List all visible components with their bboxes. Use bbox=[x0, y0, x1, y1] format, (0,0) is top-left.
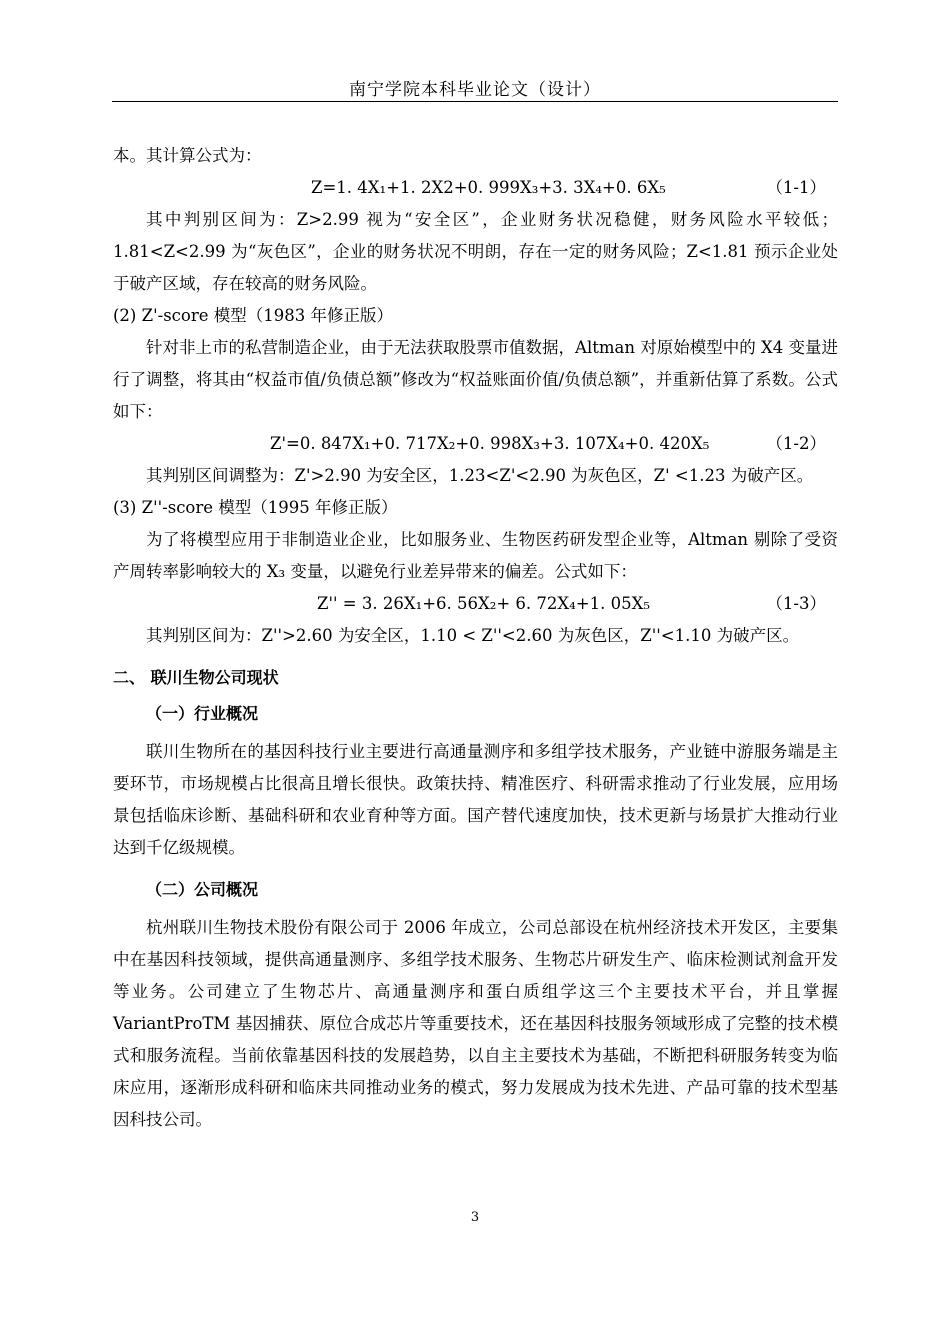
paragraph: 其中判别区间为：Z>2.99 视为“安全区”，企业财务状况稳健，财务风险水平较低；1.81<Z<2.99 为“灰色区”，企业的财务状况不明朗，存在一定的财务风险；Z<1.81 预示企业处于破产区域，存在较高的财务风险。 bbox=[113, 210, 838, 293]
paragraph: 联川生物所在的基因科技行业主要进行高通量测序和多组学技术服务，产业链中游服务端是主要环节，市场规模占比很高且增长很快。政策扶持、精准医疗、科研需求推动了行业发展，应用场景包括临床诊断、基础科研和农业育种等方面。国产替代速度加快，技术更新与场景扩大推动行业达到千亿级规模。 bbox=[113, 742, 838, 857]
page-header: 南宁学院本科毕业论文（设计） bbox=[349, 80, 601, 100]
section-heading: 二、 联川生物公司现状 bbox=[113, 668, 279, 687]
page-number: 3 bbox=[470, 1210, 480, 1225]
model-heading: (2) Z'-score 模型（1983 年修正版） bbox=[113, 306, 393, 325]
subsection-heading: （一）行业概况 bbox=[146, 704, 259, 723]
model-heading: (3) Z''-score 模型（1995 年修正版） bbox=[113, 498, 398, 517]
paragraph: 其判别区间调整为：Z'>2.90 为安全区，1.23<Z'<2.90 为灰色区，Z' <1.23 为破产区。 bbox=[146, 466, 814, 485]
formula-1-3 bbox=[113, 588, 838, 620]
formula-1-2 bbox=[113, 428, 838, 460]
formula-number: （1-3） bbox=[766, 594, 826, 613]
subsection-heading: （二）公司概况 bbox=[146, 880, 259, 899]
paragraph: 其判别区间为：Z''>2.60 为安全区，1.10 < Z''<2.60 为灰色区，Z''<1.10 为破产区。 bbox=[146, 626, 800, 645]
paragraph: 杭州联川生物技术股份有限公司于 2006 年成立，公司总部设在杭州经济技术开发区，主要集中在基因科技领域，提供高通量测序、多组学技术服务、生物芯片研发生产、临床检测试剂盒开发等业务。公司建立了生物芯片、高通量测序和蛋白质组学这三个主要技术平台，并且掌握 VariantProTM 基因捕获、原位合成芯片等重要技术，还在基因科技服务领域形成了完整的技术模式和服务流程。当前依靠基因科技的发展趋势，以自主主要技术为基础，不断把科研服务转变为临床应用，逐渐形成科研和临床共同推动业务的模式，努力发展成为技术先进、产品可靠的技术型基因科技公司。 bbox=[113, 918, 838, 1129]
formula-number: （1-1） bbox=[766, 178, 826, 197]
formula-1-1 bbox=[113, 172, 838, 204]
formula-text: Z=1. 4X₁+1. 2X2+0. 999X₃+3. 3X₄+0. 6X₅ bbox=[311, 178, 666, 197]
paragraph: 针对非上市的私营制造企业，由于无法获取股票市值数据，Altman 对原始模型中的 X4 变量进行了调整，将其由“权益市值/负债总额”修改为“权益账面价值/负债总额”，并重新估算了系数。公式如下： bbox=[113, 338, 838, 421]
formula-text: Z'=0. 847X₁+0. 717X₂+0. 998X₃+3. 107X₄+0. 420X₅ bbox=[270, 434, 710, 453]
page-body bbox=[113, 140, 838, 1136]
formula-text: Z'' = 3. 26X₁+6. 56X₂+ 6. 72X₄+1. 05X₅ bbox=[317, 594, 650, 613]
header-rule bbox=[112, 101, 838, 102]
formula-number: （1-2） bbox=[766, 434, 826, 453]
paragraph: 本。其计算公式为： bbox=[113, 146, 262, 165]
paragraph: 为了将模型应用于非制造业企业，比如服务业、生物医药研发型企业等，Altman 剔除了受资产周转率影响较大的 X₃ 变量，以避免行业差异带来的偏差。公式如下： bbox=[113, 530, 838, 581]
